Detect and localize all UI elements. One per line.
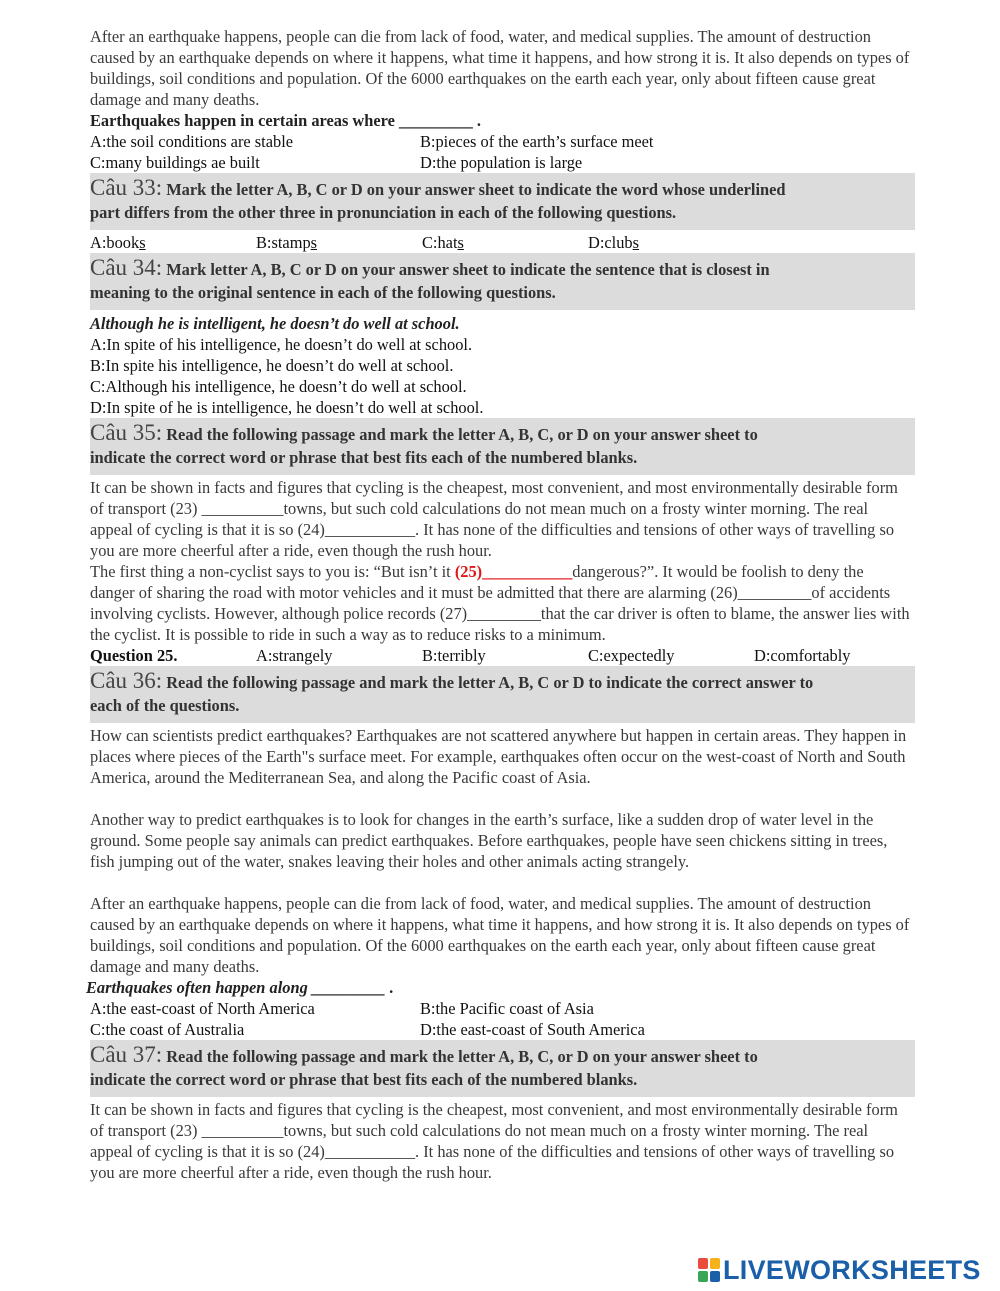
- liveworksheets-logo: [698, 1255, 993, 1285]
- question-instruction-cont: indicate the correct word or phrase that best fits each of the numbered blanks.: [90, 1070, 638, 1089]
- option-b[interactable]: B:pieces of the earth’s surface meet: [420, 132, 654, 151]
- question-number: Câu 37:: [90, 1042, 163, 1067]
- option-a[interactable]: A:the soil conditions are stable: [90, 132, 294, 151]
- option-text: A:book: [90, 233, 140, 252]
- option-a[interactable]: A:the east-coast of North America: [90, 999, 315, 1018]
- question-instruction-cont: meaning to the original sentence in each of the following questions.: [90, 283, 556, 302]
- question-number: Câu 34:: [90, 255, 163, 280]
- passage-paragraph: How can scientists predict earthquakes? Earthquakes are not scattered anywhere but happen in certain areas. They happen in places where pieces of the Earth"s surface meet. For example, earthquakes often occur on the west-coast of North and South America, around the Mediterranean Sea, and along the Pacific coast of Asia.: [90, 726, 907, 787]
- passage-paragraph: After an earthquake happens, people can die from lack of food, water, and medical supplies. The amount of destruction caused by an earthquake depends on where it happens, what time it happens, and how strong it is. It also depends on types of buildings, soil conditions and population. Of the 6000 earthquakes on the earth each year, only about fifteen cause great damage and many deaths.: [90, 27, 910, 109]
- underlined-part: s: [310, 233, 318, 252]
- underlined-part: s: [139, 233, 146, 252]
- passage-paragraph: Another way to predict earthquakes is to look for changes in the earth’s surface, like a sudden drop of water level in the ground. Some people say animals can predict earthquakes. Before earthquakes, people have seen chickens sitting in trees, fish jumping out of the water, snakes leaving their holes and other animals acting strangely.: [90, 810, 888, 871]
- option-d[interactable]: D:the population is large: [420, 153, 583, 172]
- option-c[interactable]: C:expectedly: [588, 646, 675, 665]
- question-instruction-cont: each of the questions.: [90, 696, 240, 715]
- question-header-37: [90, 1040, 915, 1097]
- option-text: C:hat: [422, 233, 458, 252]
- question-instruction: Read the following passage and mark the letter A, B, C or D to indicate the correct answer to: [166, 673, 814, 692]
- option-d[interactable]: [588, 232, 912, 253]
- question-stem: Earthquakes happen in certain areas where _________ .: [90, 111, 481, 130]
- option-d[interactable]: D:the east-coast of South America: [420, 1020, 645, 1039]
- original-sentence: Although he is intelligent, he doesn’t do well at school.: [90, 314, 460, 333]
- question-number: Câu 35:: [90, 420, 163, 445]
- passage-paragraph: [90, 561, 912, 645]
- question-instruction: Mark the letter A, B, C or D on your answer sheet to indicate the word whose underlined: [166, 180, 786, 199]
- question-number: Câu 33:: [90, 175, 163, 200]
- option-d[interactable]: D:comfortably: [754, 646, 851, 665]
- question-instruction: Read the following passage and mark the letter A, B, C, or D on your answer sheet to: [166, 425, 758, 444]
- passage-text: The first thing a non-cyclist says to you is: “But isn’t it: [90, 562, 455, 581]
- passage-paragraph: After an earthquake happens, people can die from lack of food, water, and medical supplies. The amount of destruction caused by an earthquake depends on where it happens, what time it happens, and how strong it is. It also depends on types of buildings, soil conditions and population. Of the 6000 earthquakes on the earth each year, only about fifteen cause great damage and many deaths.: [90, 894, 910, 976]
- option-a[interactable]: A:strangely: [256, 646, 333, 665]
- blank-line: ___________: [482, 562, 573, 581]
- answer-options: [90, 232, 912, 253]
- passage-text: dangerous?”. It would be foolish to deny the danger of sharing the road with motor vehicles and it must be admitted that there are alarming (26)_________of accidents involving cyclists. However, although police records (27)_________that the car driver is often to blame, the answer lies with the cyclist. It is possible to ride in such a way as to reduce risks to a minimum.: [90, 562, 910, 644]
- option-a[interactable]: [90, 232, 256, 253]
- underlined-part: s: [457, 233, 464, 252]
- question-instruction: Read the following passage and mark the letter A, B, C, or D on your answer sheet to: [166, 1047, 758, 1066]
- option-a[interactable]: A:In spite of his intelligence, he doesn’t do well at school.: [90, 335, 473, 354]
- question-number: Câu 36:: [90, 668, 163, 693]
- answer-options: [90, 131, 912, 173]
- question-header-33: [90, 173, 915, 230]
- answer-options: [90, 645, 912, 666]
- question-header-35: [90, 418, 915, 475]
- option-c[interactable]: C:Although his intelligence, he doesn’t do well at school.: [90, 377, 467, 396]
- answer-options: [90, 998, 912, 1040]
- question-instruction-cont: indicate the correct word or phrase that best fits each of the numbered blanks.: [90, 448, 638, 467]
- question-label: Question 25.: [90, 646, 178, 665]
- option-c[interactable]: C:many buildings ae built: [90, 153, 260, 172]
- blank-number: (25): [454, 562, 483, 581]
- passage-paragraph: It can be shown in facts and figures that cycling is the cheapest, most convenient, and most environmentally desirable form of transport (23) __________towns, but such cold calculations do not mean much on a frosty winter morning. The real appeal of cycling is that it is so (24)___________. It has none of the difficulties and tensions of other ways of travelling so you are more cheerful after a ride, even though the rush hour.: [90, 1100, 898, 1182]
- worksheet-content: [86, 26, 912, 1183]
- logo-icon: [698, 1258, 720, 1282]
- option-c[interactable]: [422, 232, 588, 253]
- option-d[interactable]: D:In spite of he is intelligence, he doesn’t do well at school.: [90, 398, 484, 417]
- option-b[interactable]: B:In spite his intelligence, he doesn’t do well at school.: [90, 356, 454, 375]
- passage-paragraph: It can be shown in facts and figures that cycling is the cheapest, most convenient, and most environmentally desirable form of transport (23) __________towns, but such cold calculations do not mean much on a frosty winter morning. The real appeal of cycling is that it is so (24)___________. It has none of the difficulties and tensions of other ways of travelling so you are more cheerful after a ride, even though the rush hour.: [90, 478, 898, 560]
- question-instruction-cont: part differs from the other three in pronunciation in each of the following questions.: [90, 203, 677, 222]
- option-c[interactable]: C:the coast of Australia: [90, 1020, 245, 1039]
- option-b[interactable]: B:terribly: [422, 646, 486, 665]
- option-b[interactable]: [256, 232, 422, 253]
- option-b[interactable]: B:the Pacific coast of Asia: [420, 999, 594, 1018]
- logo-text: LIVEWORKSHEETS: [723, 1254, 981, 1285]
- underlined-part: s: [632, 233, 640, 252]
- option-text: D:club: [588, 233, 633, 252]
- question-header-34: [90, 253, 915, 310]
- question-stem: Earthquakes often happen along _________ .: [86, 978, 394, 997]
- question-instruction: Mark letter A, B, C or D on your answer sheet to indicate the sentence that is closest in: [166, 260, 770, 279]
- option-text: B:stamp: [256, 233, 311, 252]
- question-header-36: [90, 666, 915, 723]
